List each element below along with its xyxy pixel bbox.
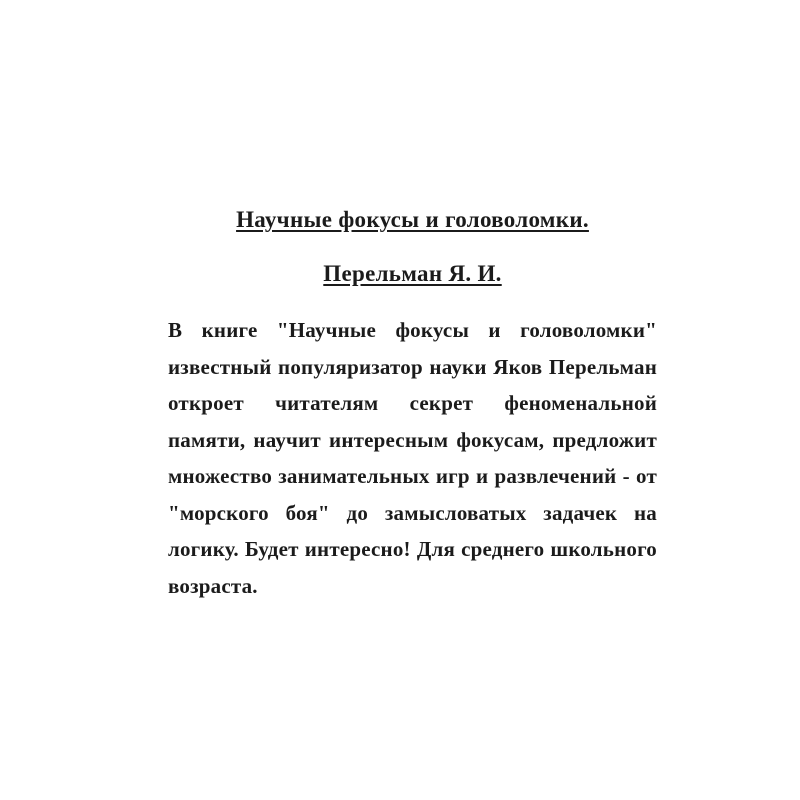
document-title: Научные фокусы и головоломки. xyxy=(236,207,589,232)
text-block xyxy=(168,205,657,604)
document-author: Перельман Я. И. xyxy=(323,261,502,286)
document-body-paragraph: В книге "Научные фокусы и головоломки" известный популяризатор науки Яков Перельман откроет читателям секрет феноменальной памяти, научит интересным фокусам, предложит множество занимательных игр и развлечений - от "морского боя" до замысловатых задачек на логику. Будет интересно! Для среднего школьного возраста. xyxy=(168,318,657,598)
